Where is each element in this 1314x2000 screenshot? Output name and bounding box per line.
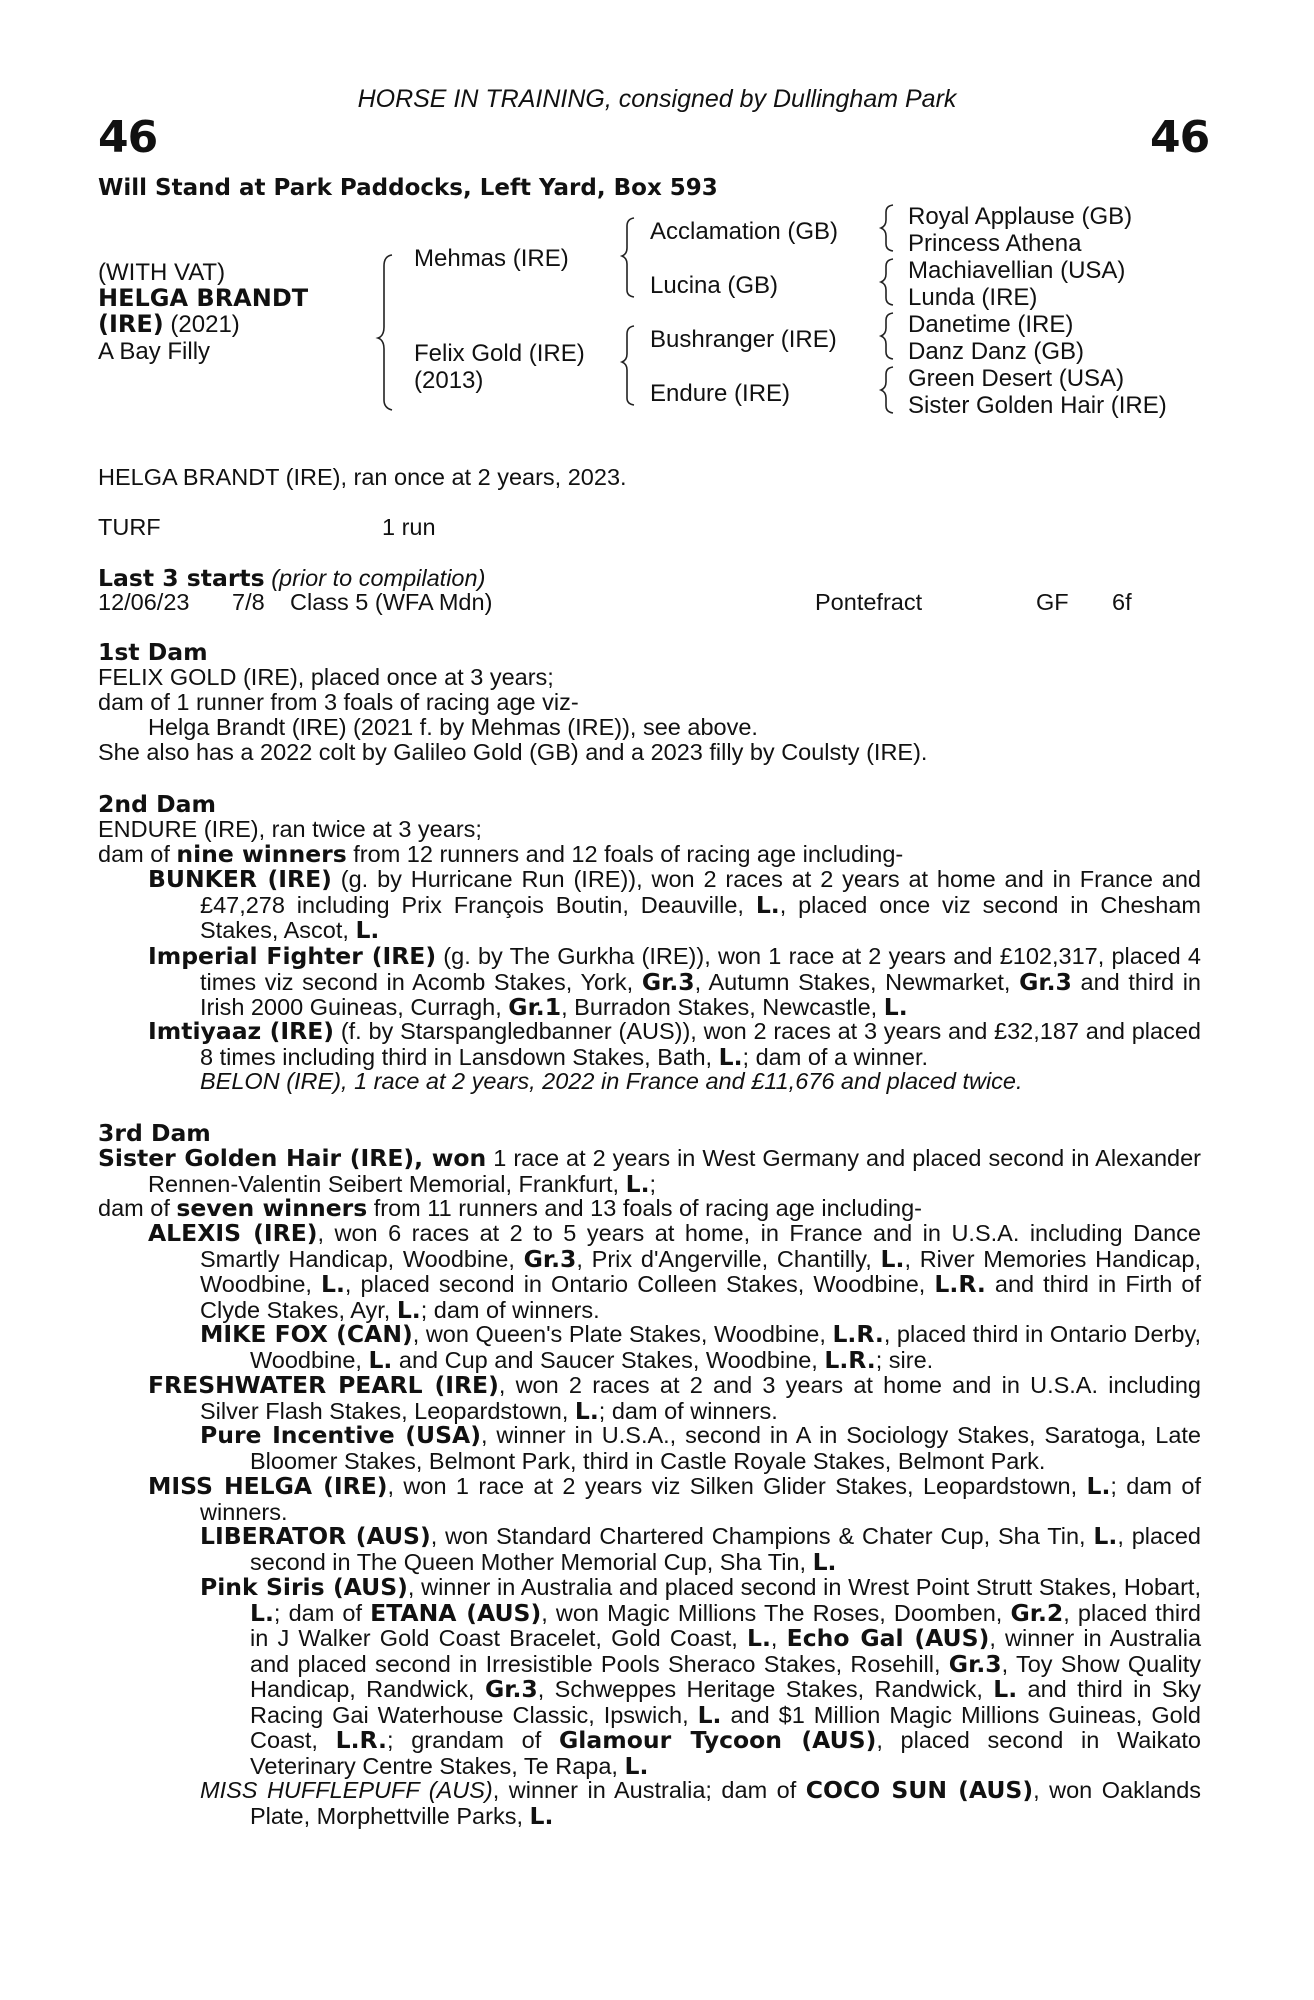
horse-name: HELGA BRANDT bbox=[98, 284, 309, 312]
progeny-liberator: LIBERATOR (AUS), won Standard Chartered Champions & Chater Cup, Sha Tin, L., placed second in The Queen Mother Memorial Cup, Sha Tin, L. bbox=[200, 1522, 1201, 1576]
start-distance: 6f bbox=[1112, 589, 1132, 615]
dam2-line: dam of nine winners from 12 runners and 12 foals of racing age including- bbox=[98, 840, 904, 868]
dam1-line: dam of 1 runner from 3 foals of racing age viz- bbox=[98, 689, 579, 715]
progeny-miss-hufflepuff: MISS HUFFLEPUFF (AUS), winner in Australia; dam of COCO SUN (AUS), won Oaklands Plate, Morphettville Parks, L. bbox=[200, 1776, 1202, 1830]
pedigree-gen3-5: Danetime (IRE) bbox=[908, 311, 1074, 338]
horse-origin: (IRE) bbox=[98, 310, 164, 338]
pedigree-dam-year: (2013) bbox=[414, 367, 484, 394]
progeny-miss-helga: MISS HELGA (IRE), won 1 race at 2 years viz Silken Glider Stakes, Leopardstown, L.; dam of winners. bbox=[148, 1472, 1201, 1525]
last-starts-heading bbox=[98, 566, 485, 592]
pedigree-dam: Felix Gold (IRE) bbox=[414, 340, 585, 367]
pedigree-gen3-8: Sister Golden Hair (IRE) bbox=[908, 392, 1167, 419]
pedigree-gen3-2: Princess Athena bbox=[908, 230, 1082, 257]
start-course: Pontefract bbox=[815, 589, 923, 615]
progeny-imperial-fighter: Imperial Fighter (IRE) (g. by The Gurkha (IRE)), won 1 race at 2 years and £102,317, placed 4 times viz second in Acomb Stakes, York, Gr.3, Autumn Stakes, Newmarket, Gr.3 and third in Irish 2000 Guineas, Curragh, Gr.1, Burradon Stakes, Newcastle, L. bbox=[148, 942, 1201, 1021]
pedigree-dam-dam: Endure (IRE) bbox=[650, 380, 791, 407]
progeny-pink-siris: Pink Siris (AUS), winner in Australia and placed second in Wrest Point Strutt Stakes, Hobart, L.; dam of ETANA (AUS), won Magic Millions The Roses, Doomben, Gr.2, placed third in J Walker Gold Coast Bracelet, Gold Coast, L., Echo Gal (AUS), winner in Australia and placed second in Irresistible Pools Sheraco Stakes, Rosehill, Gr.3, Toy Show Quality Handicap, Randwick, Gr.3, Schweppes Heritage Stakes, Randwick, L. and third in Sky Racing Gai Waterhouse Classic, Ipswich, L. and $1 Million Magic Millions Guineas, Gold Coast, L.R.; grandam of Glamour Tycoon (AUS), placed second in Waikato Veterinary Centre Stakes, Te Rapa, L. bbox=[200, 1573, 1202, 1780]
dam1-line: She also has a 2022 colt by Galileo Gold (GB) and a 2023 filly by Coulsty (IRE). bbox=[98, 739, 928, 765]
pedigree-gen3-4: Lunda (IRE) bbox=[908, 284, 1038, 311]
vat-label: (WITH VAT) bbox=[98, 259, 226, 286]
pedigree-sire-sire: Acclamation (GB) bbox=[650, 218, 839, 245]
start-going: GF bbox=[1036, 589, 1069, 615]
consignment-header: HORSE IN TRAINING, consigned by Dullingham Park bbox=[357, 85, 957, 113]
horse-description: A Bay Filly bbox=[98, 338, 211, 365]
dam2-heading: 2nd Dam bbox=[98, 790, 216, 818]
progeny-alexis: ALEXIS (IRE), won 6 races at 2 to 5 years at home, in France and in U.S.A. including Dance Smartly Handicap, Woodbine, Gr.3, Prix d'Angerville, Chantilly, L., River Memories Handicap, Woodbine, L., placed second in Ontario Colleen Stakes, Woodbine, L.R. and third in Firth of Clyde Stakes, Ayr, L.; dam of winners. bbox=[148, 1219, 1201, 1324]
start-position: 7/8 bbox=[232, 589, 265, 615]
dam1-line: FELIX GOLD (IRE), placed once at 3 years; bbox=[98, 664, 554, 690]
pedigree-gen3-3: Machiavellian (USA) bbox=[908, 257, 1126, 284]
progeny-pure-incentive: Pure Incentive (USA), winner in U.S.A., second in A in Sociology Stakes, Saratoga, Late Bloomer Stakes, Belmont Park, third in Castle Royale Stakes, Belmont Park. bbox=[200, 1421, 1201, 1474]
dam2-line: ENDURE (IRE), ran twice at 3 years; bbox=[98, 816, 482, 842]
dam1-heading: 1st Dam bbox=[98, 638, 208, 666]
dam3-line: dam of seven winners from 11 runners and 13 foals of racing age including- bbox=[98, 1194, 922, 1222]
last-starts-title: Last 3 starts bbox=[98, 564, 265, 592]
start-date: 12/06/23 bbox=[98, 589, 190, 615]
lot-number-left: 46 bbox=[98, 112, 158, 163]
stand-location: Will Stand at Park Paddocks, Left Yard, Box 593 bbox=[98, 175, 718, 201]
horse-year: (2021) bbox=[163, 311, 240, 338]
progeny-freshwater-pearl: FRESHWATER PEARL (IRE), won 2 races at 2 and 3 years at home and in U.S.A. including Silver Flash Stakes, Leopardstown, L.; dam of winners. bbox=[148, 1371, 1201, 1425]
pedigree-gen3-7: Green Desert (USA) bbox=[908, 365, 1125, 392]
progeny-mike-fox: MIKE FOX (CAN), won Queen's Plate Stakes, Woodbine, L.R., placed third in Ontario Derby, Woodbine, L. and Cup and Saucer Stakes, Woodbine, L.R.; sire. bbox=[200, 1320, 1201, 1374]
progeny-imtiyaaz: Imtiyaaz (IRE) (f. by Starspangledbanner (AUS)), won 2 races at 3 years and £32,187 and placed 8 times including third in Lansdown Stakes, Bath, L.; dam of a winner. bbox=[148, 1017, 1201, 1071]
pedigree-dam-sire: Bushranger (IRE) bbox=[650, 326, 837, 353]
progeny-bunker: BUNKER (IRE) (g. by Hurricane Run (IRE)), won 2 races at 2 years at home and in France and £47,278 including Prix François Boutin, Deauville, L., placed once viz second in Chesham Stakes, Ascot, L. bbox=[148, 865, 1201, 944]
start-race: Class 5 (WFA Mdn) bbox=[290, 589, 493, 615]
pedigree-gen3-6: Danz Danz (GB) bbox=[908, 338, 1085, 365]
dam3-sister-golden-hair: Sister Golden Hair (IRE), won 1 race at 2 years in West Germany and placed second in Alexander Rennen-Valentin Seibert Memorial, Frankfurt, L.; bbox=[98, 1144, 1201, 1198]
pedigree-gen3-1: Royal Applause (GB) bbox=[908, 203, 1133, 230]
lot-number-right: 46 bbox=[1150, 112, 1210, 163]
record-surface: TURF bbox=[98, 514, 161, 540]
dam1-line: Helga Brandt (IRE) (2021 f. by Mehmas (IRE)), see above. bbox=[148, 714, 758, 740]
dam3-heading: 3rd Dam bbox=[98, 1119, 211, 1147]
race-summary: HELGA BRANDT (IRE), ran once at 2 years, 2023. bbox=[98, 464, 627, 490]
pedigree-sire-dam: Lucina (GB) bbox=[650, 272, 779, 299]
last-starts-note: (prior to compilation) bbox=[271, 565, 486, 591]
pedigree-sire: Mehmas (IRE) bbox=[414, 245, 569, 272]
progeny-belon: BELON (IRE), 1 race at 2 years, 2022 in France and £11,676 and placed twice. bbox=[200, 1068, 1023, 1094]
record-runs: 1 run bbox=[382, 514, 436, 540]
